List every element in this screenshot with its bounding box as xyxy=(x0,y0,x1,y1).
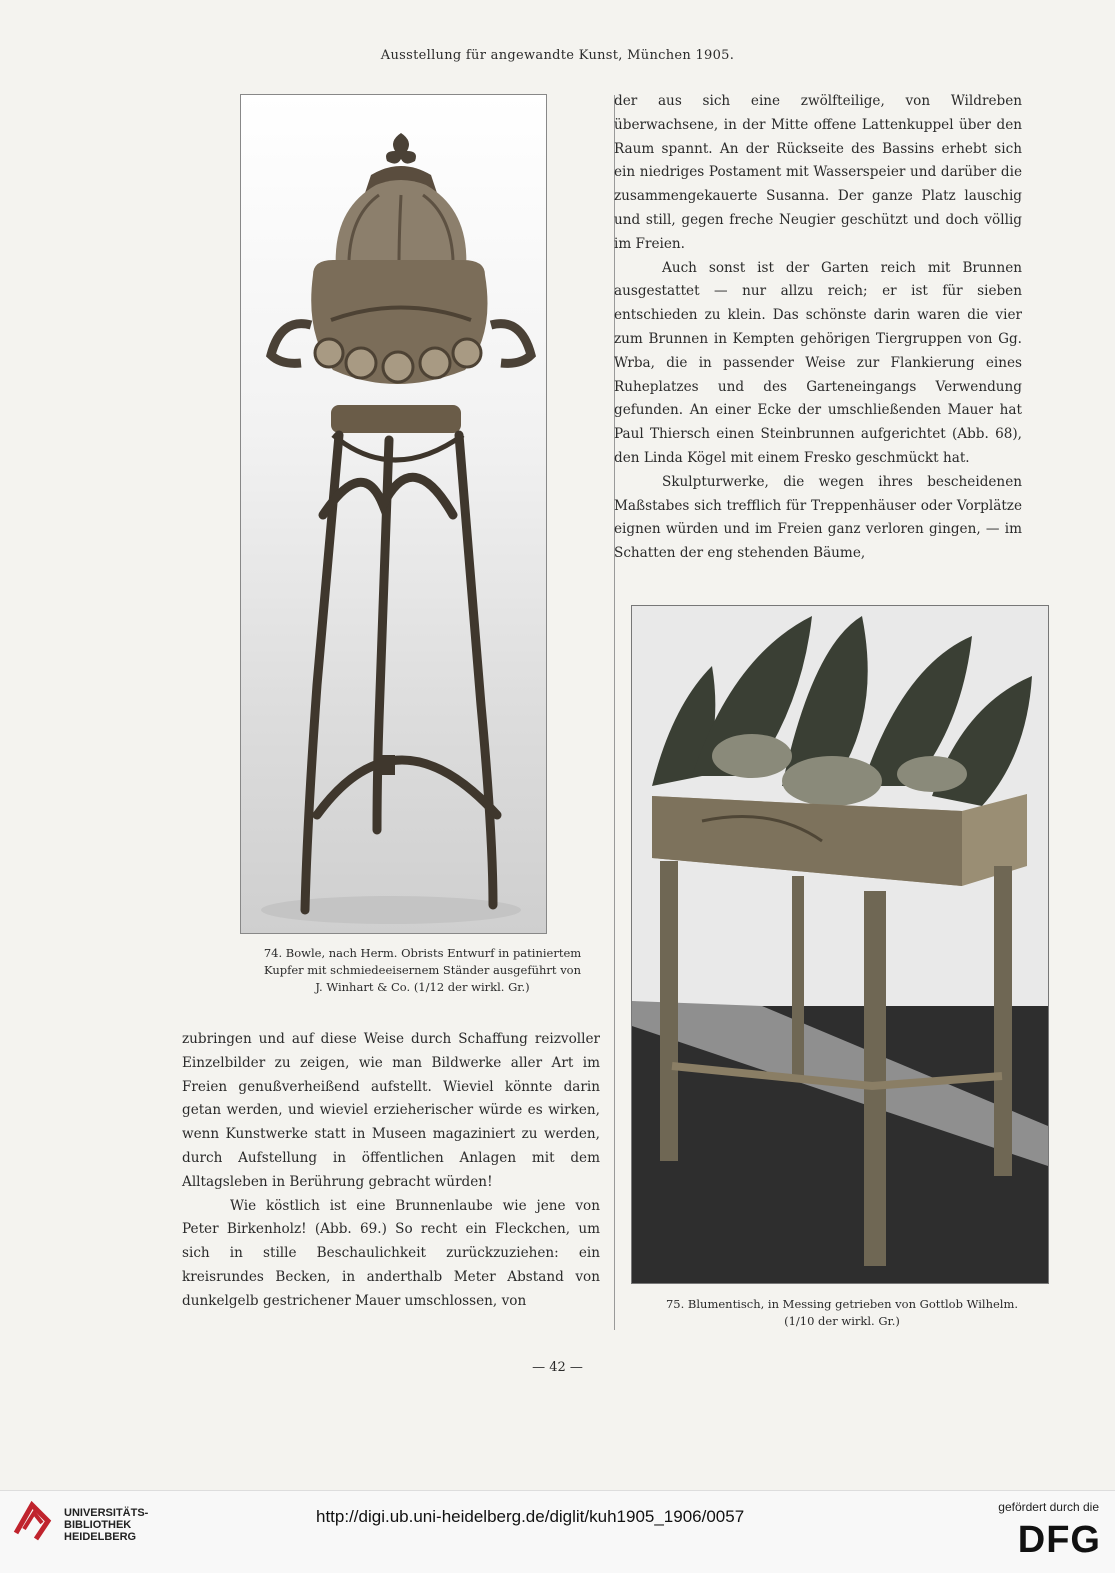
caption-line: 74. Bowle, nach Herm. Obrists Entwurf in patiniertem xyxy=(263,946,582,960)
left-text-column xyxy=(182,1028,600,1314)
bowl-stand-illustration xyxy=(241,95,546,933)
caption-line: 75. Blumentisch, in Messing getrieben von Gottlob Wilhelm. xyxy=(665,1297,1019,1311)
permalink[interactable]: http://digi.ub.uni-heidelberg.de/diglit/kuh1905_1906/0057 xyxy=(316,1507,745,1526)
figure-75-caption xyxy=(622,1296,1062,1330)
caption-line: J. Winhart & Co. (1/12 der wirkl. Gr.) xyxy=(315,980,530,994)
paragraph: Wie köstlich ist eine Brunnenlaube wie jene von Peter Birkenholz! (Abb. 69.) So recht ein Fleckchen, um sich in stille Beschaulichkeit zurückzuziehen: ein kreisrundes Becken, in anderthalb Meter Abstand von dunkelgelb gestrichener Mauer umschlossen, von xyxy=(182,1197,600,1309)
paragraph: Auch sonst ist der Garten reich mit Brunnen ausgestattet — nur allzu reich; er ist für sieben entschieden zu klein. Das schönste darin waren die vier zum Brunnen in Kempten gehörigen Tiergruppen von Gg. Wrba, die in passender Weise zur Flankierung eines Ruheplatzes und des Garteneingangs Verwendung gefunden. An einer Ecke der umschließenden Mauer hat Paul Thiersch einen Steinbrunnen aufgerichtet (Abb. 68), den Linda Kögel mit einem Fresko geschmückt hat. xyxy=(614,259,1022,466)
library-logo-icon xyxy=(12,1499,56,1543)
right-text-column xyxy=(614,90,1022,566)
figure-75-photo xyxy=(631,605,1049,1284)
page-number: — 42 — xyxy=(532,1360,583,1375)
caption-line: Kupfer mit schmiedeeisernem Ständer ausgeführt von xyxy=(263,963,582,977)
library-name: UNIVERSITÄTS- BIBLIOTHEK HEIDELBERG xyxy=(64,1507,149,1543)
caption-line: (1/10 der wirkl. Gr.) xyxy=(784,1314,900,1328)
paragraph: zubringen und auf diese Weise durch Schaffung reizvoller Einzelbilder zu zeigen, wie man Bildwerke aller Art im Freien genußverheißend aufstellt. Wieviel könnte darin getan werden, und wieviel erzieherischer würde es wirken, wenn Kunstwerke statt in Museen magaziniert zu werden, durch Aufstellung in öffentlichen Anlagen mit dem Alltagsleben in Berührung gebracht würden! xyxy=(182,1031,600,1190)
dfg-logo: DFG xyxy=(1017,1519,1101,1561)
figure-74-photo xyxy=(240,94,547,934)
figure-74-caption xyxy=(240,945,605,996)
viewer-footer xyxy=(0,1490,1115,1573)
paragraph: Skulpturwerke, die wegen ihres bescheidenen Maßstabes sich trefflich für Treppenhäuser oder Vorplätze eignen würden und im Freien ganz verloren gingen, — im Schatten der eng stehenden Bäume, xyxy=(614,473,1022,562)
paragraph: der aus sich eine zwölfteilige, von Wildreben überwachsene, in der Mitte offene Lattenkuppel über den Raum spannt. An der Rückseite des Bassins erhebt sich ein niedriges Postament mit Wasserspeier und darüber die zusammengekauerte Susanna. Der ganze Platz lauschig und still, gegen freche Neugier geschützt und doch völlig im Freien. xyxy=(614,93,1022,252)
flower-table-illustration xyxy=(632,606,1048,1283)
funded-by-label: gefördert durch die xyxy=(998,1500,1099,1514)
running-header: Ausstellung für angewandte Kunst, München 1905. xyxy=(380,48,735,63)
